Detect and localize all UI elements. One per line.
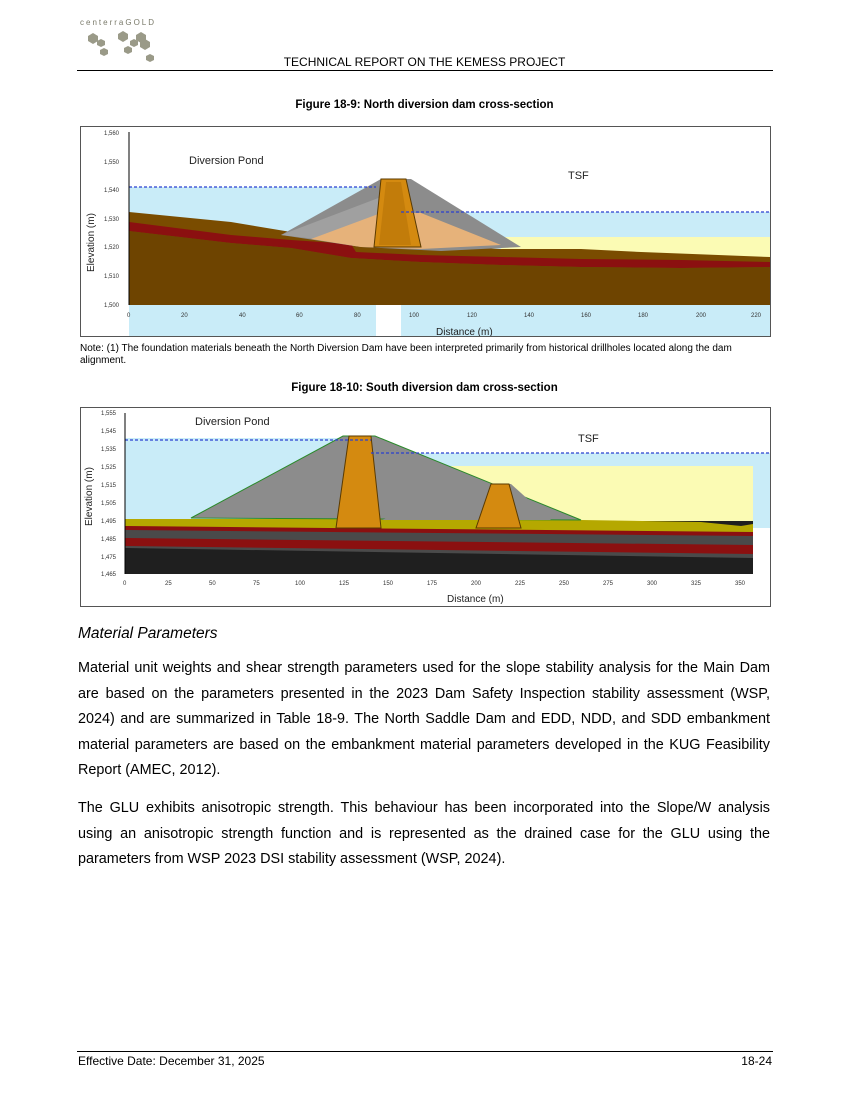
y-tick: 1,505 <box>101 501 117 507</box>
x-tick: 200 <box>471 581 482 587</box>
north-y-ticks <box>104 131 120 309</box>
report-title: TECHNICAL REPORT ON THE KEMESS PROJECT <box>283 55 566 69</box>
header-rule <box>77 70 773 71</box>
north-dam-cross-section <box>81 127 770 336</box>
x-tick: 175 <box>427 581 438 587</box>
x-tick: 40 <box>239 313 246 319</box>
figure-caption-north: Figure 18-9: North diversion dam cross-section <box>295 99 554 111</box>
x-tick: 250 <box>559 581 570 587</box>
y-tick: 1,540 <box>104 188 120 194</box>
x-tick: 80 <box>354 313 361 319</box>
x-tick: 325 <box>691 581 702 587</box>
y-axis-label: Elevation (m) <box>86 213 97 272</box>
x-tick: 160 <box>581 313 592 319</box>
y-tick: 1,525 <box>101 465 117 471</box>
y-tick: 1,500 <box>104 303 120 309</box>
x-tick: 25 <box>165 581 172 587</box>
y-tick: 1,545 <box>101 429 117 435</box>
x-tick: 180 <box>638 313 649 319</box>
y-tick: 1,530 <box>104 217 120 223</box>
y-tick: 1,560 <box>104 131 120 137</box>
paragraph-glu-anisotropic: The GLU exhibits anisotropic strength. This behaviour has been incorporated into the Slope/W analysis using an anisotropic strength function and is represented as the drained case for the GLU using the parameters from WSP 2023 DSI stability assessment (WSP, 2024). <box>78 800 770 867</box>
south-y-ticks <box>101 411 117 578</box>
logo-wordmark: centerraGOLD <box>80 18 157 27</box>
label-pond: Diversion Pond <box>189 155 264 167</box>
x-tick: 300 <box>647 581 658 587</box>
y-tick: 1,520 <box>104 245 120 251</box>
x-tick: 200 <box>696 313 707 319</box>
south-dam-cross-section <box>81 408 770 606</box>
footer-rule <box>77 1051 773 1052</box>
x-tick: 350 <box>735 581 746 587</box>
figure-note: Note: (1) The foundation materials beneath the North Diversion Dam have been interpreted primarily from historical drillholes located along the dam alignment. <box>80 343 732 366</box>
x-tick: 0 <box>127 313 131 319</box>
y-tick: 1,485 <box>101 537 117 543</box>
x-tick: 220 <box>751 313 762 319</box>
page-number: 18-24 <box>741 1054 772 1068</box>
x-tick: 140 <box>524 313 535 319</box>
x-tick: 60 <box>296 313 303 319</box>
x-tick: 75 <box>253 581 260 587</box>
x-tick: 125 <box>339 581 350 587</box>
x-tick: 225 <box>515 581 526 587</box>
x-tick: 150 <box>383 581 394 587</box>
x-tick: 100 <box>295 581 306 587</box>
y-tick: 1,515 <box>101 483 117 489</box>
x-tick: 100 <box>409 313 420 319</box>
paragraph-material-unit-weights: Material unit weights and shear strength parameters used for the slope stability analysis for the Main Dam are based on the parameters presented in the 2023 Dam Safety Inspection stability assessment (WSP, 2024) and are summarized in Table 18-9. The North Saddle Dam and EDD, NDD, and SDD embankment material parameters are based on the embankment material parameters developed in the KUG Feasibility Report (AMEC, 2012). <box>78 660 770 778</box>
x-tick: 0 <box>123 581 127 587</box>
x-axis-label: Distance (m) <box>436 327 493 336</box>
label-tsf: TSF <box>578 433 599 445</box>
x-tick: 120 <box>467 313 478 319</box>
y-tick: 1,555 <box>101 411 117 417</box>
label-tsf: TSF <box>568 170 589 182</box>
label-pond: Diversion Pond <box>195 416 270 428</box>
figure-north-dam <box>80 126 771 337</box>
section-heading: Material Parameters <box>78 625 218 642</box>
south-x-ticks <box>123 581 746 587</box>
x-tick: 50 <box>209 581 216 587</box>
x-axis-label: Distance (m) <box>447 594 504 605</box>
x-tick: 20 <box>181 313 188 319</box>
figure-caption-south: Figure 18-10: South diversion dam cross-section <box>291 382 558 394</box>
y-tick: 1,510 <box>104 274 120 280</box>
x-tick: 275 <box>603 581 614 587</box>
y-tick: 1,465 <box>101 572 117 578</box>
y-tick: 1,475 <box>101 555 117 561</box>
figure-south-dam <box>80 407 771 607</box>
y-tick: 1,550 <box>104 160 120 166</box>
y-tick: 1,535 <box>101 447 117 453</box>
y-axis-label: Elevation (m) <box>84 467 95 526</box>
y-tick: 1,495 <box>101 519 117 525</box>
effective-date: Effective Date: December 31, 2025 <box>78 1054 265 1068</box>
